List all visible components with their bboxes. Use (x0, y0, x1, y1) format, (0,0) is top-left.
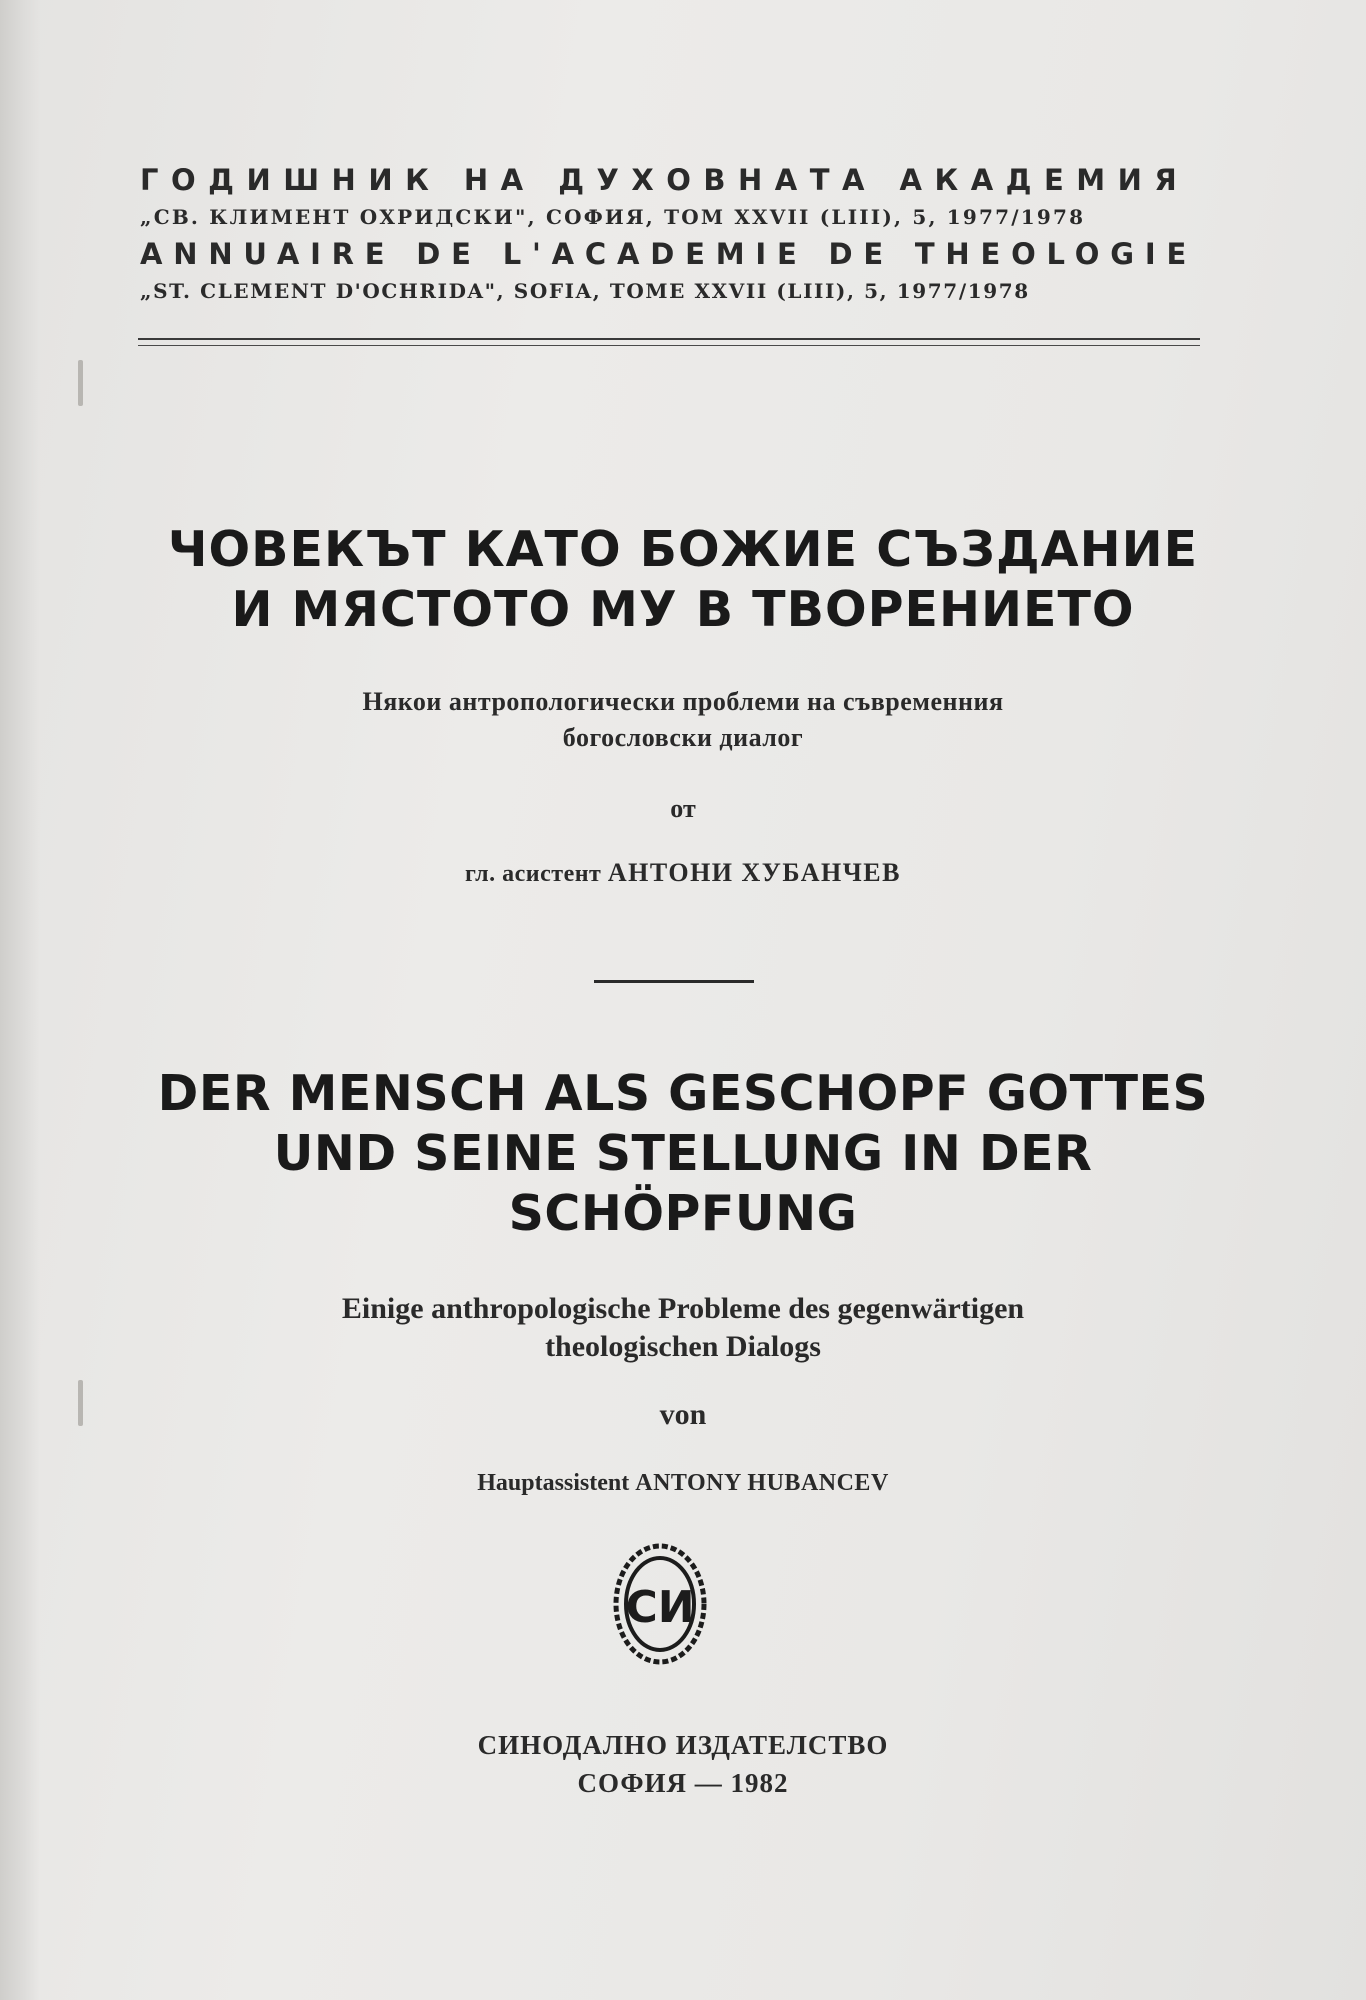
german-title-line-1: DER MENSCH ALS GESCHOPF GOTTES (157, 1065, 1209, 1122)
publisher-logo-icon (612, 1542, 708, 1666)
header-line-1: ГОДИШНИК НА ДУХОВНАТА АКАДЕМИЯ (140, 163, 1190, 197)
header-rule-thick (138, 338, 1200, 340)
german-subtitle-line-1: Einige anthropologische Probleme des gegenwärtigen (341, 1292, 1025, 1325)
bulgarian-by: от (670, 794, 696, 823)
section-divider (594, 980, 754, 983)
publisher-place-year: СОФИЯ — 1982 (577, 1768, 789, 1798)
publisher-logo-text: СИ (625, 1582, 695, 1633)
spine-shadow (0, 0, 40, 2000)
header-line-4: „ST. CLEMENT D'OCHRIDA", SOFIA, TOME XXVII (LIII), 5, 1977/1978 (140, 279, 1030, 303)
bulgarian-title-line-1: ЧОВЕКЪТ КАТО БОЖИЕ СЪЗДАНИЕ (167, 521, 1199, 578)
bulgarian-subtitle-line-1: Някои антропологически проблеми на съвременния (362, 687, 1004, 716)
german-subtitle (0, 1290, 1366, 1366)
german-subtitle-line-2: theologischen Dialogs (545, 1330, 821, 1363)
german-author-name: ANTONY HUBANCEV (635, 1470, 889, 1496)
bulgarian-title-line-2: И МЯСТОТО МУ В ТВОРЕНИЕТО (231, 581, 1135, 638)
bulgarian-author-name: АНТОНИ ХУБАНЧЕВ (607, 858, 901, 887)
bulgarian-subtitle (0, 684, 1366, 756)
bulgarian-title (0, 520, 1366, 640)
header-line-3: ANNUAIRE DE L'ACADEMIE DE THEOLOGIE (140, 237, 1198, 271)
bulgarian-author (0, 858, 1366, 888)
bulgarian-author-rank: гл. асистент (465, 861, 602, 887)
header-rule-thin (138, 345, 1200, 346)
publisher-imprint (0, 1726, 1366, 1802)
german-author-rank: Hauptassistent (477, 1470, 630, 1496)
german-by: von (659, 1398, 707, 1431)
bulgarian-subtitle-line-2: богословски диалог (562, 723, 804, 752)
publisher-name: СИНОДАЛНО ИЗДАТЕЛСТВО (477, 1730, 889, 1760)
staple-top (78, 360, 83, 406)
german-title (0, 1064, 1366, 1244)
journal-header (140, 160, 1200, 308)
header-line-2: „СВ. КЛИМЕНТ ОХРИДСКИ", СОФИЯ, ТОМ XXVII (LIII), 5, 1977/1978 (140, 205, 1086, 229)
german-author (0, 1470, 1366, 1497)
german-title-line-2: UND SEINE STELLUNG IN DER (273, 1125, 1093, 1182)
german-title-line-3: SCHÖPFUNG (508, 1185, 858, 1242)
